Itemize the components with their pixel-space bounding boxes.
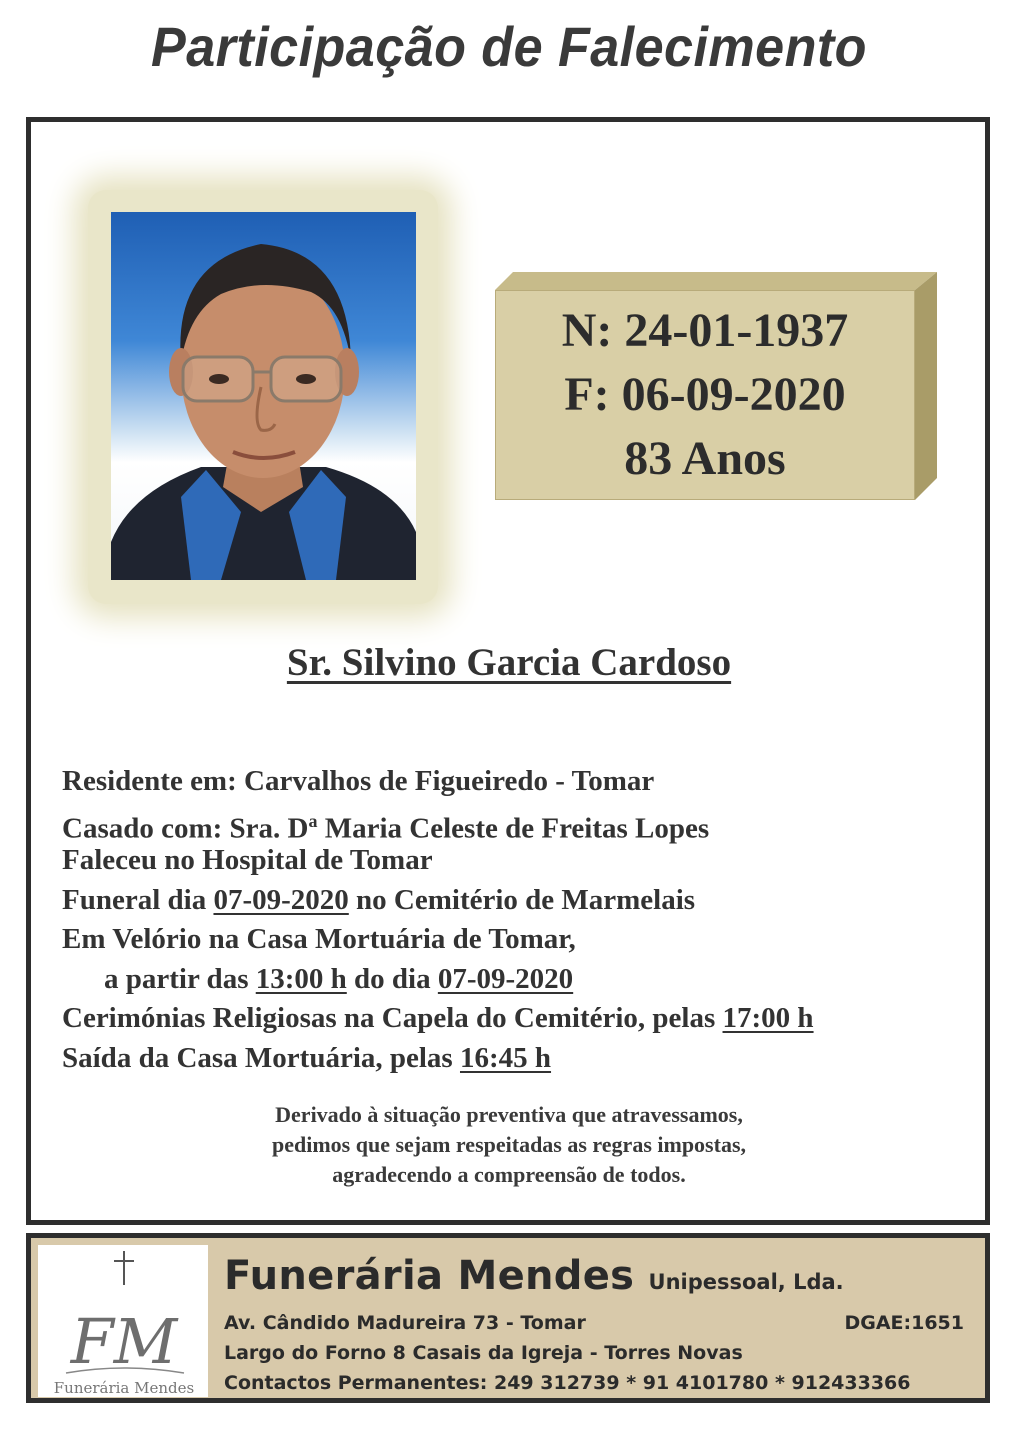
ceremony-time: 17:00 h [722, 1002, 814, 1034]
wake-time-line [62, 960, 962, 1000]
death-date: F: 06-09-2020 [564, 368, 846, 421]
company-name-text: Funerária Mendes [224, 1253, 635, 1299]
plaque-side-edge [915, 272, 937, 500]
dates-plaque [495, 272, 937, 502]
wake-from-mid: do dia [346, 962, 438, 995]
funeral-home-logo [38, 1245, 208, 1397]
funeral-date: 07-09-2020 [213, 883, 349, 916]
residence-line: Residente em: Carvalhos de Figueiredo - Tomar [62, 765, 655, 797]
funeral-home-info [224, 1250, 984, 1398]
address-line-2: Largo do Forno 8 Casais da Igreja - Torres Novas [224, 1342, 743, 1364]
funeral-prefix: Funeral dia [62, 883, 214, 916]
plaque-top-edge [495, 272, 937, 290]
wake-time: 13:00 h [255, 962, 347, 995]
plaque-face [495, 290, 915, 500]
funeral-suffix: no Cemitério de Marmelais [348, 883, 696, 916]
spouse-prefix: Casado com: Sra. D [62, 812, 309, 845]
wake-date: 07-09-2020 [437, 962, 574, 995]
notice-line: agradecendo a compreensão de todos. [332, 1162, 686, 1187]
funeral-line [62, 881, 962, 921]
departure-prefix: Saída da Casa Mortuária, pelas [62, 1041, 460, 1074]
wake-from-prefix: a partir das [104, 962, 256, 995]
covid-notice [0, 1100, 1018, 1190]
portrait-photo [111, 212, 416, 580]
funeral-details [62, 762, 962, 1078]
spouse-superscript: a [308, 810, 318, 831]
logo-caption: Funerária Mendes [53, 1379, 195, 1397]
dgae-number: DGAE:1651 [844, 1312, 964, 1334]
ceremony-prefix: Cerimónias Religiosas na Capela do Cemitério, pelas [62, 1002, 723, 1034]
address-line-1 [224, 1308, 984, 1338]
deceased-name [0, 640, 1018, 685]
notice-line: Derivado à situação preventiva que atravessamos, [275, 1102, 743, 1127]
page-title: Participação de Falecimento [151, 15, 867, 78]
spouse-line [62, 802, 962, 845]
ceremony-line [62, 999, 962, 1039]
contacts-line: Contactos Permanentes: 249 312739 * 91 4101780 * 912433366 [224, 1372, 911, 1394]
logo-graphic [38, 1245, 208, 1397]
spouse-name: Maria Celeste de Freitas Lopes [317, 812, 710, 845]
death-place-line: Faleceu no Hospital de Tomar [62, 844, 433, 876]
notice-line: pedimos que sejam respeitadas as regras impostas, [271, 1132, 747, 1157]
portrait-figure [111, 212, 416, 580]
departure-time: 16:45 h [459, 1041, 552, 1074]
age: 83 Anos [624, 432, 786, 485]
departure-line [62, 1039, 962, 1079]
logo-initials: FM [70, 1305, 178, 1378]
birth-date: N: 24-01-1937 [561, 304, 849, 357]
wake-line: Em Velório na Casa Mortuária de Tomar, [62, 923, 576, 955]
address-tomar: Av. Cândido Madureira 73 - Tomar [224, 1312, 586, 1334]
company-name [224, 1250, 984, 1308]
deceased-name-text: Sr. Silvino Garcia Cardoso [286, 641, 732, 684]
company-suffix: Unipessoal, Lda. [648, 1270, 844, 1294]
